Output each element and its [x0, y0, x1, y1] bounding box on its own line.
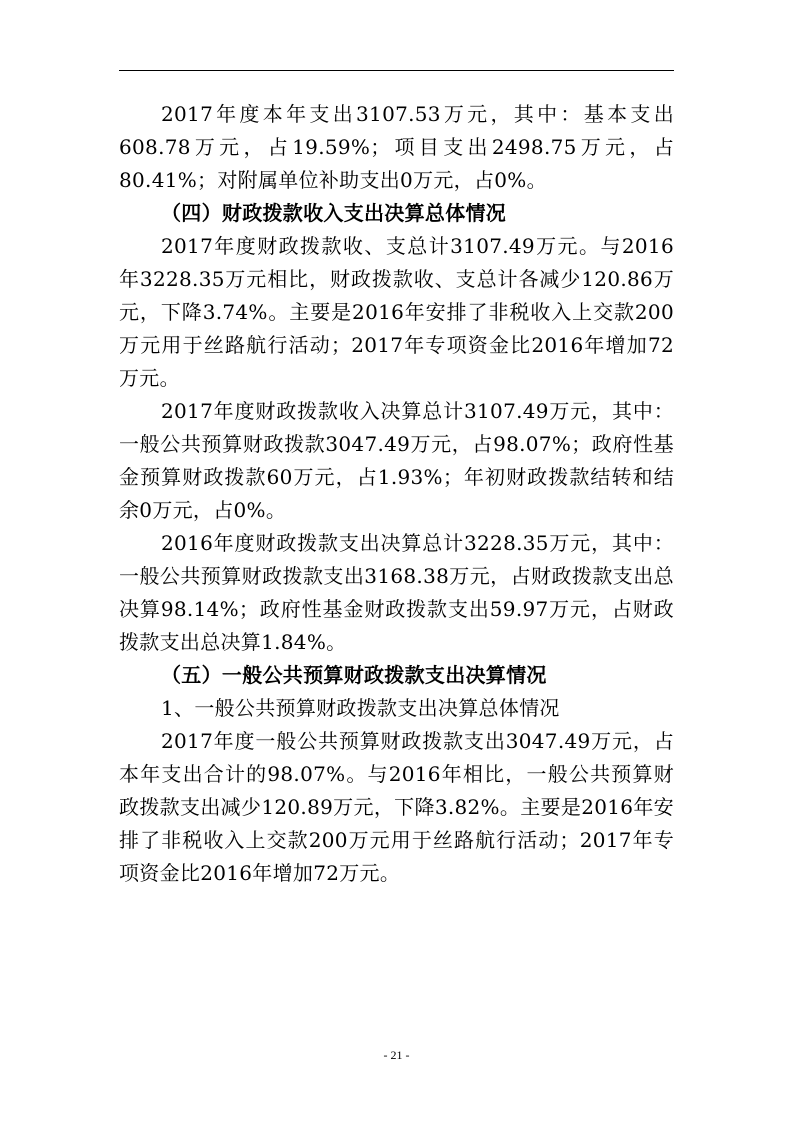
subsection-heading-1: 1、一般公共预算财政拨款支出决算总体情况	[161, 696, 560, 720]
paragraph-fiscal-income: 2017年度财政拨款收入决算总计3107.49万元，其中：一般公共预算财政拨款3047.49万元，占98.07%；政府性基金预算财政拨款60万元，占1.93%；年初财政拨款结转和结余0万元，占0%。	[119, 399, 674, 522]
page-number: - 21 -	[383, 1048, 410, 1062]
paragraph-fiscal-total: 2017年度财政拨款收、支总计3107.49万元。与2016年3228.35万元相比，财政拨款收、支总计各减少120.86万元，下降3.74%。主要是2016年安排了非税收入上交款200万元用于丝路航行活动；2017年专项资金比2016年增加72万元。	[119, 234, 674, 390]
paragraph-expenditure-summary: 2017年度本年支出3107.53万元，其中：基本支出608.78万元，占19.59%；项目支出2498.75万元，占80.41%；对附属单位补助支出0万元，占0%。	[119, 102, 674, 192]
paragraph-fiscal-expenditure: 2016年度财政拨款支出决算总计3228.35万元，其中：一般公共预算财政拨款支出3168.38万元，占财政拨款支出总决算98.14%；政府性基金财政拨款支出59.97万元，占财政拨款支出总决算1.84%。	[119, 531, 674, 654]
document-body	[119, 98, 674, 890]
paragraph-general-budget: 2017年度一般公共预算财政拨款支出3047.49万元，占本年支出合计的98.07%。与2016年相比，一般公共预算财政拨款支出减少120.89万元，下降3.82%。主要是2016年安排了非税收入上交款200万元用于丝路航行活动；2017年专项资金比2016年增加72万元。	[119, 729, 674, 885]
section-heading-4: （四）财政拨款收入支出决算总体情况	[161, 201, 507, 225]
section-heading-5: （五）一般公共预算财政拨款支出决算情况	[161, 663, 547, 687]
header-rule	[119, 70, 674, 71]
